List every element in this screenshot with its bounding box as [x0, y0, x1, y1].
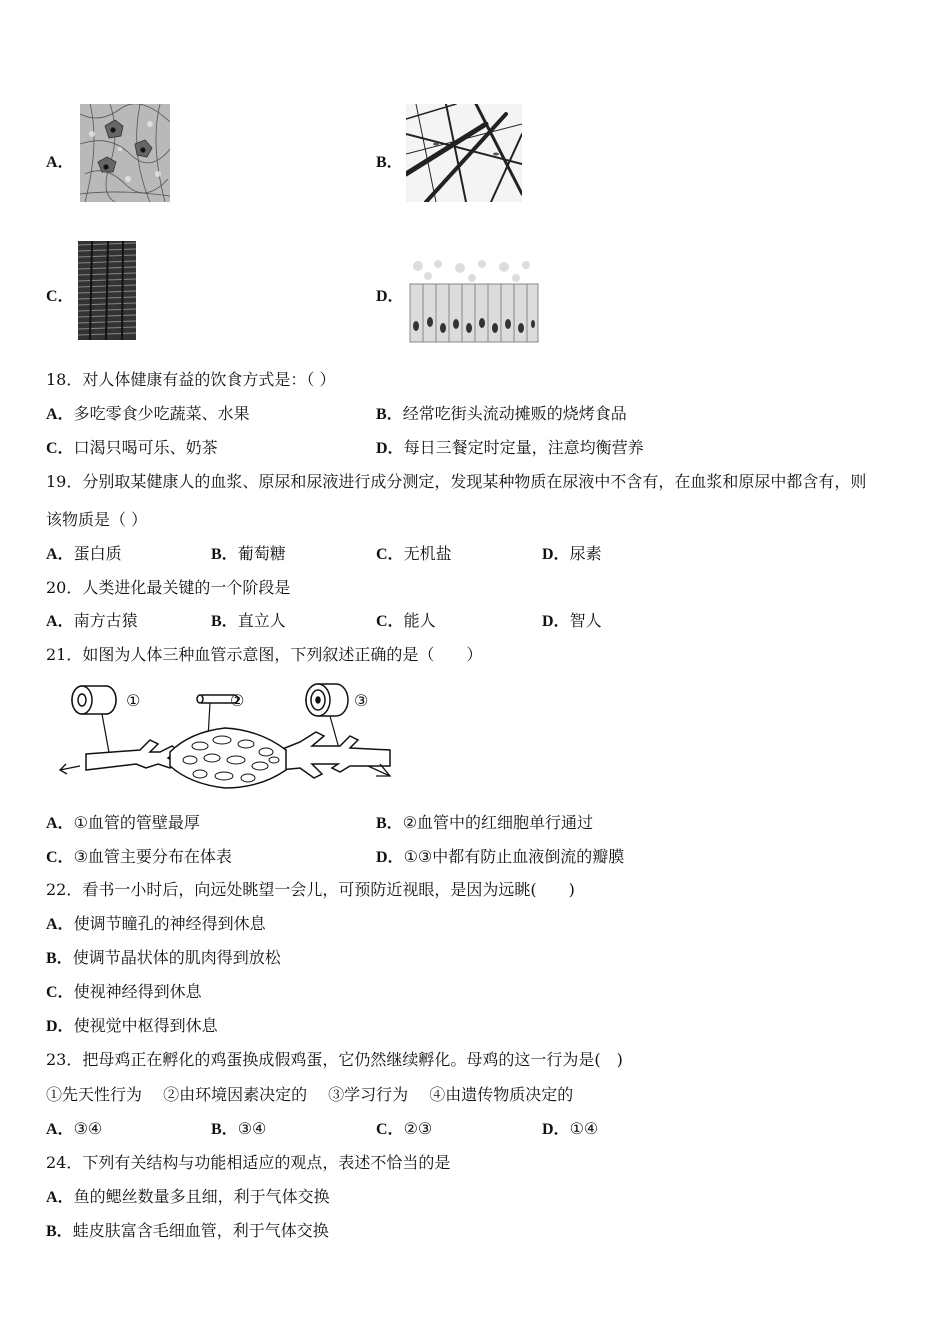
question-19-stem-line2: 该物质是（ ） [46, 510, 148, 529]
vessel-label-2: ② [230, 691, 245, 710]
q19-option-a[interactable]: A．蛋白质 [46, 544, 122, 563]
question-18-stem: 18．对人体健康有益的饮食方式是：（ ） [46, 370, 336, 389]
q22-option-c[interactable]: C．使视神经得到休息 [46, 982, 202, 1001]
connective-tissue-image [406, 104, 522, 202]
vessel-label-1: ① [126, 691, 141, 710]
q18-option-d[interactable]: D．每日三餐定时定量，注意均衡营养 [376, 438, 644, 457]
option-letter-a: A． [46, 154, 74, 171]
q20-option-a[interactable]: A．南方古猿 [46, 611, 138, 630]
question-19-stem-line1: 19．分别取某健康人的血浆、原尿和尿液进行成分测定，发现某种物质在尿液中不含有，在血浆和原尿中都含有，则 [46, 472, 867, 491]
nerve-tissue-image [80, 104, 170, 202]
q19-option-c[interactable]: C．无机盐 [376, 544, 452, 563]
q20-option-b[interactable]: B．直立人 [211, 611, 286, 630]
q22-option-d[interactable]: D．使视觉中枢得到休息 [46, 1016, 218, 1035]
q19-option-b[interactable]: B．葡萄糖 [211, 544, 286, 563]
q18-option-a[interactable]: A．多吃零食少吃蔬菜、水果 [46, 404, 250, 423]
q22-option-b[interactable]: B．使调节晶状体的肌肉得到放松 [46, 948, 281, 967]
option-letter-c: C． [46, 288, 74, 305]
q19-option-d[interactable]: D．尿素 [542, 544, 602, 563]
q24-option-b[interactable]: B．蛙皮肤富含毛细血管，利于气体交换 [46, 1221, 329, 1240]
q21-option-b[interactable]: B．②血管中的红细胞单行通过 [376, 813, 594, 832]
artery-cross-section-icon [72, 686, 116, 714]
question-21-stem: 21．如图为人体三种血管示意图，下列叙述正确的是（ ） [46, 645, 483, 664]
question-24-stem: 24．下列有关结构与功能相适应的观点，表述不恰当的是 [46, 1153, 451, 1172]
question-22-stem: 22．看书一小时后，向远处眺望一会儿，可预防近视眼，是因为远眺( ) [46, 880, 575, 899]
q18-option-c[interactable]: C．口渴只喝可乐、奶茶 [46, 438, 218, 457]
q20-option-c[interactable]: C．能人 [376, 611, 436, 630]
option-letter-d: D． [376, 288, 404, 305]
muscle-tissue-image [78, 241, 136, 340]
question-20-stem: 20．人类进化最关键的一个阶段是 [46, 578, 291, 597]
q21-option-c[interactable]: C．③血管主要分布在体表 [46, 847, 232, 866]
q18-option-b[interactable]: B．经常吃街头流动摊贩的烧烤食品 [376, 404, 627, 423]
q23-option-a[interactable]: A．③④ [46, 1119, 103, 1138]
q23-option-c[interactable]: C．②③ [376, 1119, 433, 1138]
question-23-statements: ①先天性行为 ②由环境因素决定的 ③学习行为 ④由遗传物质决定的 [46, 1085, 574, 1104]
option-letter-b: B． [376, 154, 403, 171]
q20-option-d[interactable]: D．智人 [542, 611, 602, 630]
q21-option-a[interactable]: A．①血管的管壁最厚 [46, 813, 200, 832]
blood-vessel-diagram [50, 680, 400, 802]
vein-cross-section-icon [306, 684, 348, 716]
q21-option-d[interactable]: D．①③中都有防止血液倒流的瓣膜 [376, 847, 625, 866]
question-23-stem: 23．把母鸡正在孵化的鸡蛋换成假鸡蛋，它仍然继续孵化。母鸡的这一行为是( ) [46, 1050, 623, 1069]
q24-option-a[interactable]: A．鱼的鳃丝数量多且细，利于气体交换 [46, 1187, 330, 1206]
epithelial-tissue-image [408, 258, 540, 344]
q23-option-b[interactable]: B．③④ [211, 1119, 267, 1138]
vessel-label-3: ③ [354, 691, 369, 710]
q22-option-a[interactable]: A．使调节瞳孔的神经得到休息 [46, 914, 266, 933]
q23-option-d[interactable]: D．①④ [542, 1119, 599, 1138]
